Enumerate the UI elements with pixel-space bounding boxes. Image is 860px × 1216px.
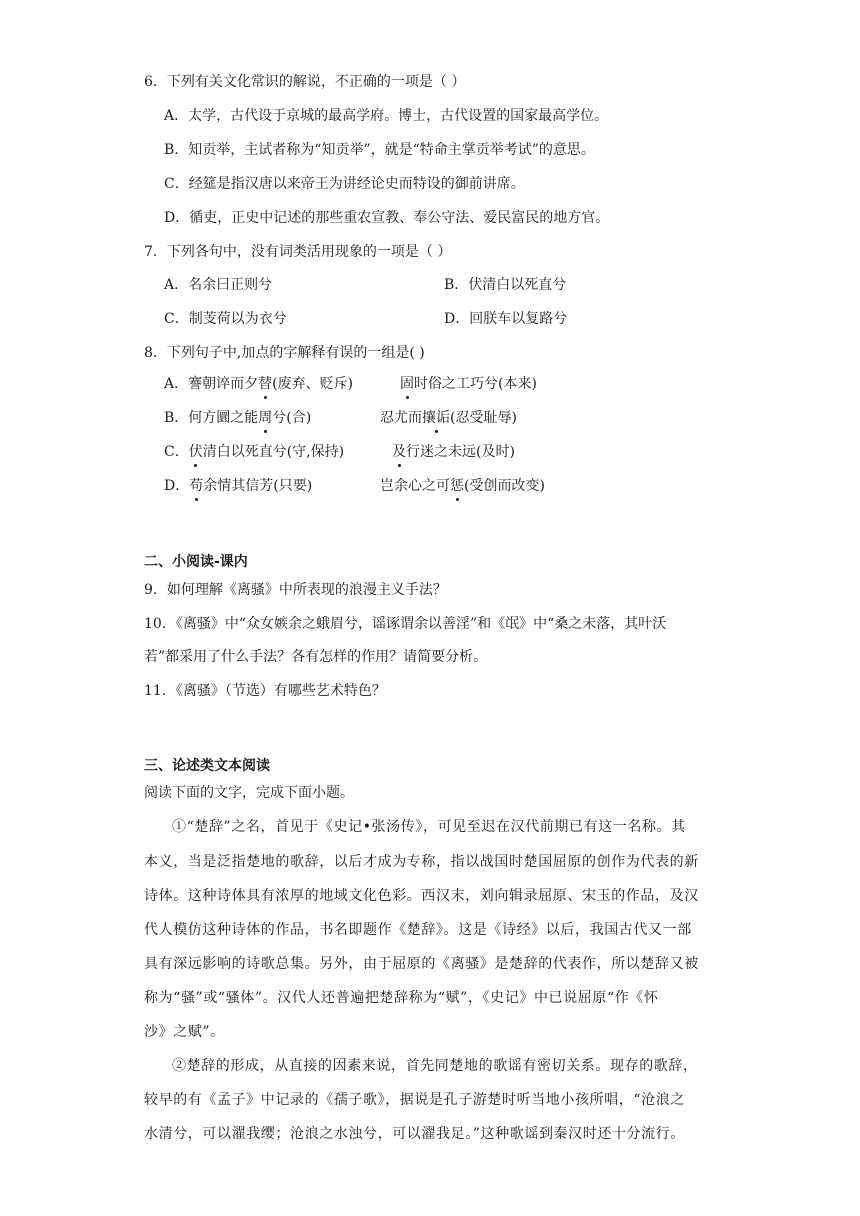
dotted-char: 伏: [188, 444, 203, 460]
passage-line: 本义，当是泛指楚地的歌辞，以后才成为专称，指以战国时楚国屈原的创作为代表的新: [144, 854, 699, 870]
dotted-char: 替: [258, 376, 273, 392]
question-8-option-a-part2: [400, 374, 537, 394]
question-8-option-c-part2: [392, 442, 515, 462]
question-8-option-b-part1: [164, 408, 311, 428]
question-8-option-b-part2: [380, 408, 517, 428]
passage-line: 沙》之赋”。: [144, 1024, 225, 1040]
option-text: C．: [164, 444, 189, 460]
dotted-char: 攘诟: [422, 410, 450, 426]
section-2-title: 二、小阅读-课内: [144, 554, 248, 570]
passage-line: 水清兮，可以濯我缨；沧浪之水浊兮，可以濯我足。”这种歌谣到秦汉时还十分流行。: [144, 1126, 685, 1142]
option-text: A．謇朝谇而夕: [164, 376, 259, 392]
passage-line: 称为“骚”或“骚体”。汉代人还普遍把楚辞称为“赋”，《史记》中已说屈原“作《怀: [144, 990, 659, 1006]
section-3-intro: 阅读下面的文字，完成下面小题。: [144, 785, 354, 801]
option-text: (废弃、贬斥): [272, 376, 354, 392]
passage-line: 具有深远影响的诗歌总集。另外，由于屈原的《离骚》是楚辞的代表作，所以楚辞又被: [144, 956, 699, 972]
option-text: (忍受耻辱): [450, 410, 517, 426]
option-text: D．: [164, 478, 190, 494]
question-8-option-d-part1: [164, 476, 312, 496]
question-6-option-c: C．经筵是指汉唐以来帝王为讲经论史而特设的御前讲席。: [164, 176, 525, 192]
question-7-option-b: B．伏清白以死直兮: [444, 277, 567, 293]
dotted-char: 及: [392, 444, 406, 460]
option-text: (受创而改变): [464, 478, 545, 494]
question-7-stem: 7．下列各句中，没有词类活用现象的一项是（ ）: [144, 244, 452, 260]
dotted-char: 惩: [450, 478, 464, 494]
question-9: 9．如何理解《离骚》中所表现的浪漫主义手法？: [144, 582, 447, 598]
option-text: B．何方圜之能: [164, 410, 259, 426]
passage-line: 诗体。这种诗体具有浓厚的地域文化色彩。西汉末，刘向辑录屈原、宋玉的作品，及汉: [144, 888, 699, 904]
section-3-title: 三、论述类文本阅读: [144, 758, 270, 774]
question-10-line-1: 10．《离骚》中“众女嫉余之蛾眉兮，谣诼谓余以善淫”和《氓》中“桑之未落，其叶沃: [144, 616, 667, 632]
option-text: 兮(合): [272, 410, 312, 426]
option-text: 忍尤而: [380, 410, 422, 426]
dotted-char: 周: [258, 410, 273, 426]
option-text: 行迷之未远(及时): [406, 444, 515, 460]
option-text: 岂余心之可: [380, 478, 450, 494]
question-8-option-c-part1: [164, 442, 344, 462]
question-8-stem: 8．下列句子中,加点的字解释有误的一组是( ): [144, 345, 425, 361]
question-6-option-b: B．知贡举，主试者称为“知贡举”，就是“特命主掌贡举考试”的意思。: [164, 142, 595, 158]
option-text: 时俗之工巧兮(本来): [414, 376, 537, 392]
question-11: 11．《离骚》（节选）有哪些艺术特色？: [144, 683, 386, 699]
question-7-option-c: C．制芰荷以为衣兮: [164, 311, 287, 327]
dotted-char: 固: [400, 376, 414, 392]
question-6-option-a: A．太学，古代设于京城的最高学府。博士，古代设置的国家最高学位。: [164, 108, 609, 124]
passage-line: 较早的有《孟子》中记录的《孺子歌》，据说是孔子游楚时听当地小孩所唱，“沧浪之: [144, 1092, 685, 1108]
question-8-option-d-part2: [380, 476, 545, 496]
passage-line: ①“楚辞”之名，首见于《史记•张汤传》，可见至迟在汉代前期已有这一名称。其: [172, 819, 686, 835]
question-7-option-d: D．回朕车以复路兮: [444, 311, 568, 327]
dotted-char: 苟: [189, 478, 204, 494]
question-6-option-d: D．循吏，正史中记述的那些重农宣教、奉公守法、爱民富民的地方官。: [164, 210, 610, 226]
question-6-stem: 6．下列有关文化常识的解说，不正确的一项是（ ）: [144, 74, 466, 90]
passage-line: ②楚辞的形成，从直接的因素来说，首先同楚地的歌谣有密切关系。现存的歌辞，: [172, 1058, 698, 1074]
option-text: 清白以死直兮(守,保持): [202, 444, 345, 460]
question-7-option-a: A．名余曰正则兮: [164, 277, 273, 293]
question-10-line-2: 若”都采用了什么手法？各有怎样的作用？请简要分析。: [144, 649, 488, 665]
passage-line: 代人模仿这种诗体的作品，书名即题作《楚辞》。这是《诗经》以后，我国古代又一部: [144, 922, 692, 938]
question-8-option-a-part1: [164, 374, 353, 394]
option-text: 余情其信芳(只要): [203, 478, 313, 494]
